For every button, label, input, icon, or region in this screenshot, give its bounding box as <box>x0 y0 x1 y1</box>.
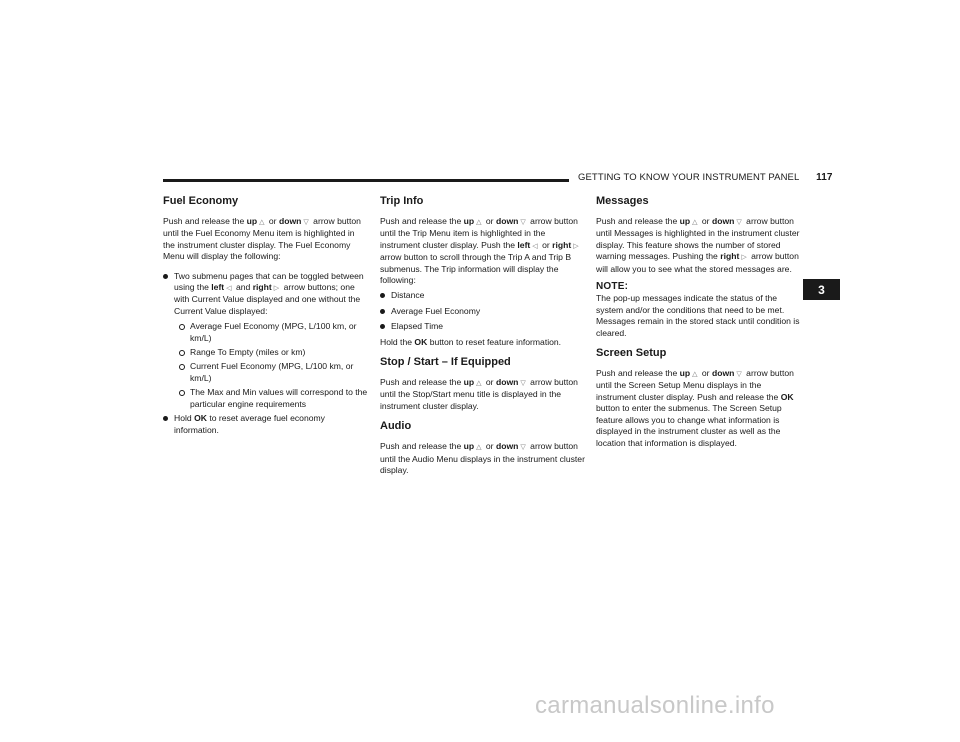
section-title: GETTING TO KNOW YOUR INSTRUMENT PANEL <box>578 172 800 183</box>
left-arrow-icon: ◁ <box>226 285 232 293</box>
left-arrow-icon: ◁ <box>532 242 538 250</box>
up-arrow-icon: △ <box>259 219 265 226</box>
column-messages <box>596 195 801 453</box>
audio-heading: Audio <box>380 420 412 433</box>
down-arrow-icon: ▽ <box>520 444 526 452</box>
column-fuel-economy <box>163 195 368 440</box>
page-header <box>578 172 833 183</box>
messages-text: Push and release the up △ or down ▽ arrow button until Messages is highlighted in the instrument cluster display. This feature shows the number of stored warning messages. Pushing the right ▷ arrow button will allow you to see what the stored messages are. <box>596 216 800 274</box>
screen-setup-heading: Screen Setup <box>596 347 667 360</box>
chapter-tab: 3 <box>803 279 840 300</box>
trip-reset-text: Hold the OK button to reset feature information. <box>380 336 562 347</box>
down-arrow-icon: ▽ <box>303 219 309 226</box>
down-arrow-icon: ▽ <box>520 380 526 388</box>
list-item: Two submenu pages that can be toggled between using the left ◁ and right ▷ arrow buttons; one with Current Value displayed and one without the Current Value displayed: <box>163 271 368 318</box>
sub-list-item: Average Fuel Economy (MPG, L/100 km, or km/L) <box>163 321 368 344</box>
up-arrow-icon: △ <box>476 444 482 452</box>
header-rule <box>163 179 569 182</box>
column-trip-info <box>380 195 585 481</box>
right-arrow-icon: ▷ <box>273 285 280 293</box>
page-number: 117 <box>816 172 833 183</box>
audio-text: Push and release the up △ or down ▽ arrow button until the Audio Menu displays in the instrument cluster display. <box>380 441 585 476</box>
stop-start-heading: Stop / Start – If Equipped <box>380 356 511 369</box>
stop-start-text: Push and release the up △ or down ▽ arrow button until the Stop/Start menu title is displayed in the instrument cluster display. <box>380 377 578 411</box>
down-arrow-icon: ▽ <box>520 219 526 226</box>
up-arrow-icon: △ <box>692 219 698 226</box>
up-arrow-icon: △ <box>692 371 698 379</box>
note-text: The pop-up messages indicate the status of the system and/or the conditions that need to be met. Messages remain in the stored stack until condition is cleared. <box>596 293 800 338</box>
fuel-economy-heading: Fuel Economy <box>163 195 239 207</box>
sub-list-item: Current Fuel Economy (MPG, L/100 km, or km/L) <box>163 361 368 384</box>
list-item: Distance <box>380 290 585 301</box>
list-item: Hold OK to reset average fuel economy information. <box>163 413 368 436</box>
sub-list-item: The Max and Min values will correspond to the particular engine requirements <box>163 387 368 410</box>
trip-info-text: Push and release the up △ or down ▽ arrow button until the Trip Menu item is highlighted in the instrument cluster display. Push the left ◁ or right ▷ arrow button to scroll through the Trip A and Trip B submenus. The Trip information will display the following: <box>380 216 579 286</box>
down-arrow-icon: ▽ <box>736 371 742 379</box>
list-item: Elapsed Time <box>380 321 585 332</box>
right-arrow-icon: ▷ <box>741 254 747 262</box>
watermark: carmanualsonline.info <box>535 692 775 719</box>
note-heading: NOTE: <box>596 281 629 293</box>
sub-list-item: Range To Empty (miles or km) <box>163 347 368 358</box>
up-arrow-icon: △ <box>476 219 482 226</box>
right-arrow-icon: ▷ <box>573 242 579 250</box>
down-arrow-icon: ▽ <box>736 219 742 226</box>
fuel-economy-intro: Push and release the up △ or down ▽ arrow button until the Fuel Economy Menu item is highlighted in the instrument cluster display. The Fuel Economy Menu will display the following: <box>163 216 361 262</box>
list-item: Average Fuel Economy <box>380 306 585 317</box>
up-arrow-icon: △ <box>476 380 482 388</box>
trip-info-heading: Trip Info <box>380 195 424 207</box>
screen-setup-text: Push and release the up △ or down ▽ arrow button until the Screen Setup Menu displays in the instrument cluster display. Push and release the OK button to enter the submenus. The Screen Setup feature allows you to change what information is displayed in the instrument cluster as well as the location that information is displayed. <box>596 368 794 448</box>
messages-heading: Messages <box>596 195 649 207</box>
